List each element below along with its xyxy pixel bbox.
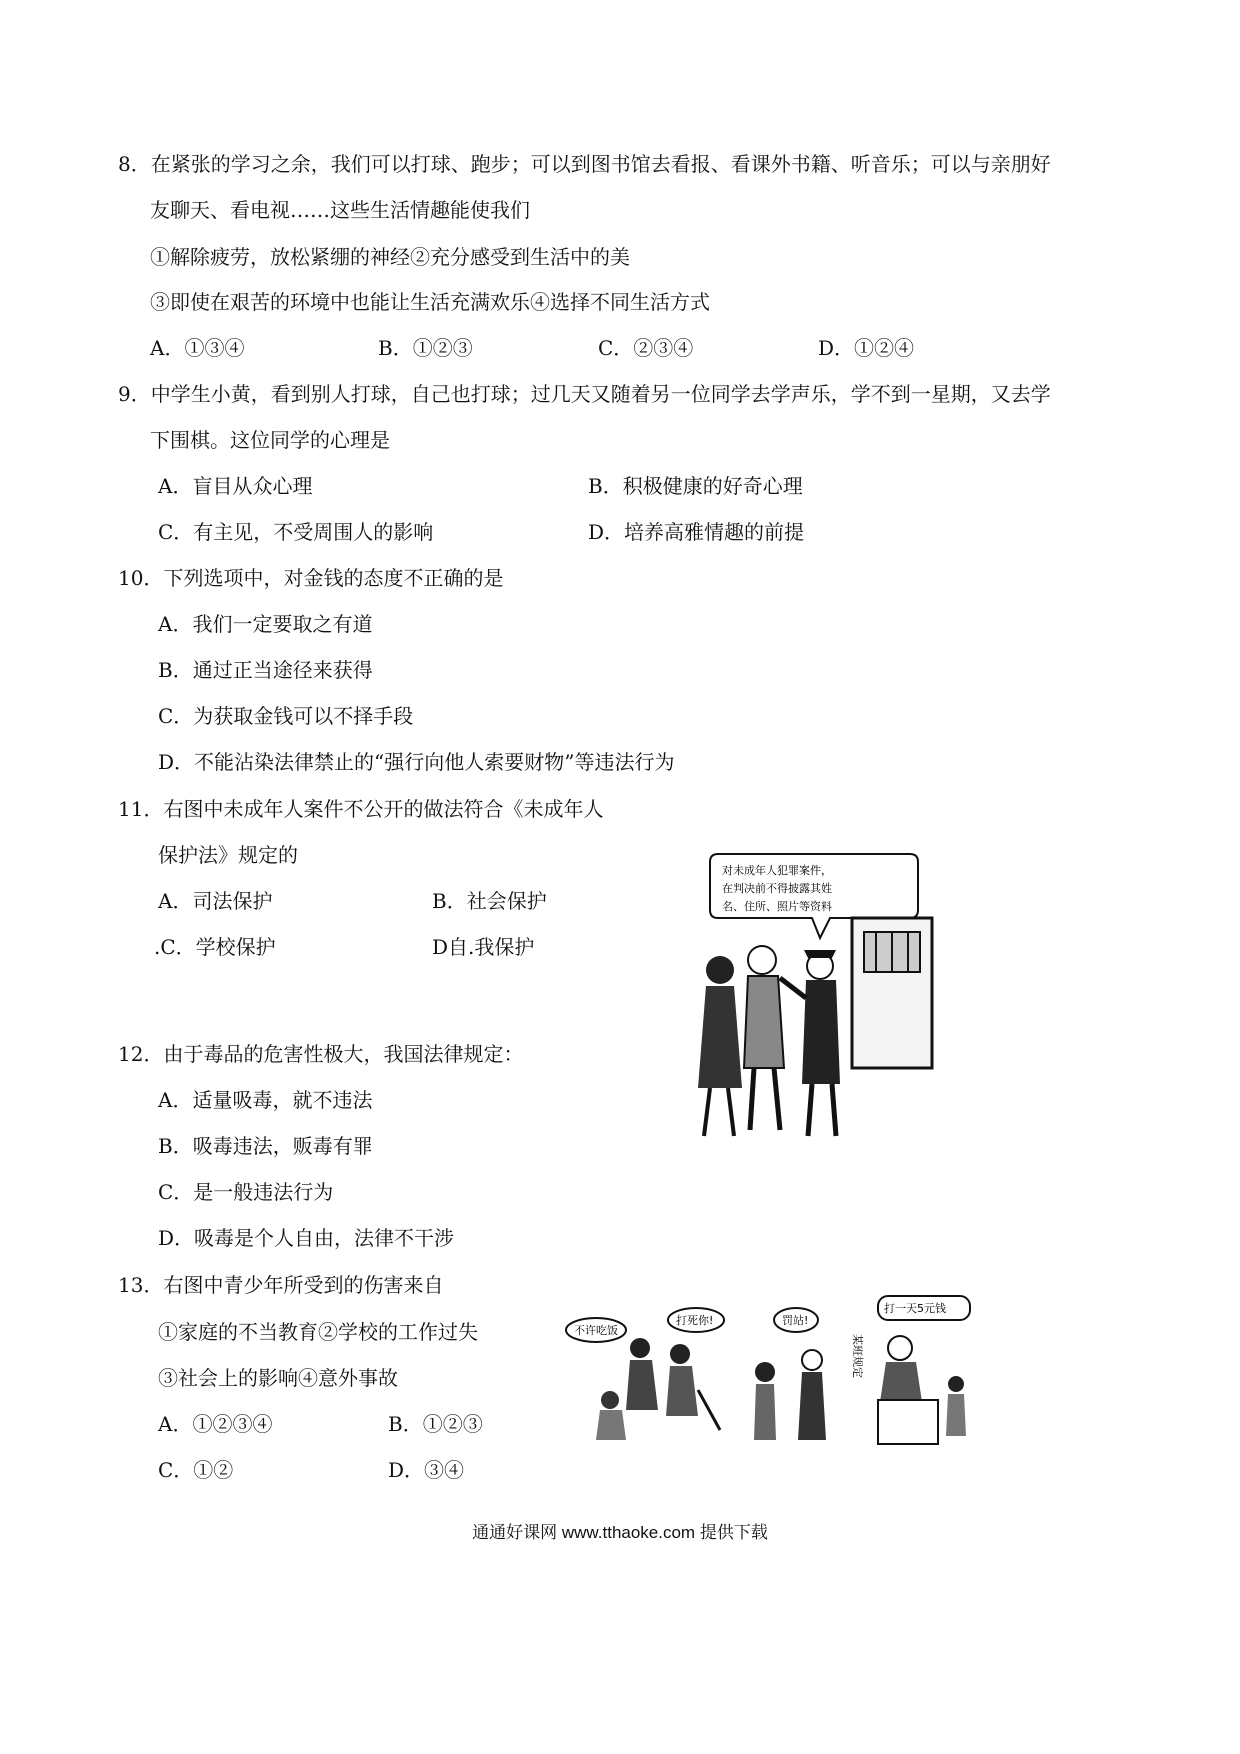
q11-option-a: A．司法保护 bbox=[158, 889, 273, 913]
bubble-line-1: 对未成年人犯罪案件， bbox=[722, 864, 832, 877]
q9-option-c: C．有主见，不受周围人的影响 bbox=[158, 520, 434, 544]
q13-stem: 13．右图中青少年所受到的伤害来自 bbox=[118, 1273, 444, 1297]
q11-stem-line1: 11．右图中未成年人案件不公开的做法符合《未成年人 bbox=[118, 797, 604, 821]
q10-option-b: B．通过正当途径来获得 bbox=[158, 658, 373, 682]
q13-cartoon-illustration bbox=[560, 1290, 980, 1452]
q13-statement-2: ③社会上的影响④意外事故 bbox=[158, 1366, 398, 1390]
q10-stem: 10．下列选项中，对金钱的态度不正确的是 bbox=[118, 566, 504, 590]
q9-stem-line2: 下围棋。这位同学的心理是 bbox=[150, 428, 390, 452]
q12-option-d: D．吸毒是个人自由，法律不干涉 bbox=[158, 1226, 455, 1250]
q13-option-c: C．①② bbox=[158, 1458, 234, 1482]
class-rule-label: 某班规定 bbox=[851, 1334, 864, 1378]
woman-body bbox=[698, 986, 742, 1088]
q8-statement-2: ③即使在艰苦的环境中也能让生活充满欢乐④选择不同生活方式 bbox=[150, 290, 710, 314]
q8-stem-line1: 8．在紧张的学习之余，我们可以打球、跑步；可以到图书馆去看报、看课外书籍、听音乐；可以与亲朋好 bbox=[118, 152, 1051, 176]
bubble-text-beat: 打死你! bbox=[676, 1314, 714, 1327]
q12-option-a: A．适量吸毒，就不违法 bbox=[158, 1088, 373, 1112]
q9-option-d: D．培养高雅情趣的前提 bbox=[588, 520, 805, 544]
q8-option-d: D．①②④ bbox=[818, 336, 915, 360]
q8-option-c: C．②③④ bbox=[598, 336, 694, 360]
q12-option-b: B．吸毒违法，贩毒有罪 bbox=[158, 1134, 373, 1158]
q13-statement-1: ①家庭的不当教育②学校的工作过失 bbox=[158, 1320, 478, 1344]
q12-option-c: C．是一般违法行为 bbox=[158, 1180, 334, 1204]
q11-stem-line2: 保护法》规定的 bbox=[158, 843, 298, 867]
q13-option-a: A．①②③④ bbox=[158, 1412, 273, 1436]
q8-statement-1: ①解除疲劳，放松紧绷的神经②充分感受到生活中的美 bbox=[150, 245, 630, 269]
q13-option-d: D．③④ bbox=[388, 1458, 465, 1482]
q11-option-b: B．社会保护 bbox=[432, 889, 547, 913]
q11-option-d: D自.我保护 bbox=[432, 935, 535, 959]
bubble-text-stand: 罚站! bbox=[782, 1314, 809, 1327]
q11-court-illustration bbox=[680, 848, 950, 1150]
q8-option-b: B．①②③ bbox=[378, 336, 473, 360]
q8-stem-line2: 友聊天、看电视……这些生活情趣能使我们 bbox=[150, 198, 530, 222]
q10-option-c: C．为获取金钱可以不择手段 bbox=[158, 704, 414, 728]
woman-head bbox=[706, 956, 734, 984]
officer-body bbox=[802, 980, 840, 1084]
q11-option-c: .C．学校保护 bbox=[154, 935, 276, 959]
bubble-text-wage: 打一天5元钱 bbox=[884, 1302, 946, 1315]
bubble-text-no-food: 不许吃饭 bbox=[574, 1324, 618, 1337]
q10-option-a: A．我们一定要取之有道 bbox=[158, 612, 373, 636]
counter-desk bbox=[878, 1400, 938, 1444]
bubble-line-2: 在判决前不得披露其姓 bbox=[722, 882, 832, 895]
q10-option-d: D．不能沾染法律禁止的“强行向他人索要财物”等违法行为 bbox=[158, 750, 675, 774]
q9-stem-line1: 9．中学生小黄，看到别人打球，自己也打球；过几天又随着另一位同学去学声乐，学不到一星期，又去学 bbox=[118, 382, 1051, 406]
q8-option-a: A．①③④ bbox=[150, 336, 245, 360]
page-footer: 通通好课网 www.tthaoke.com 提供下载 bbox=[472, 1523, 768, 1542]
q12-stem: 12．由于毒品的危害性极大，我国法律规定： bbox=[118, 1042, 524, 1066]
q9-option-b: B．积极健康的好奇心理 bbox=[588, 474, 803, 498]
youth-head bbox=[748, 946, 776, 974]
q9-option-a: A．盲目从众心理 bbox=[158, 474, 313, 498]
q13-option-b: B．①②③ bbox=[388, 1412, 483, 1436]
bubble-line-3: 名、住所、照片等资料 bbox=[722, 900, 832, 913]
youth-body bbox=[744, 976, 784, 1068]
